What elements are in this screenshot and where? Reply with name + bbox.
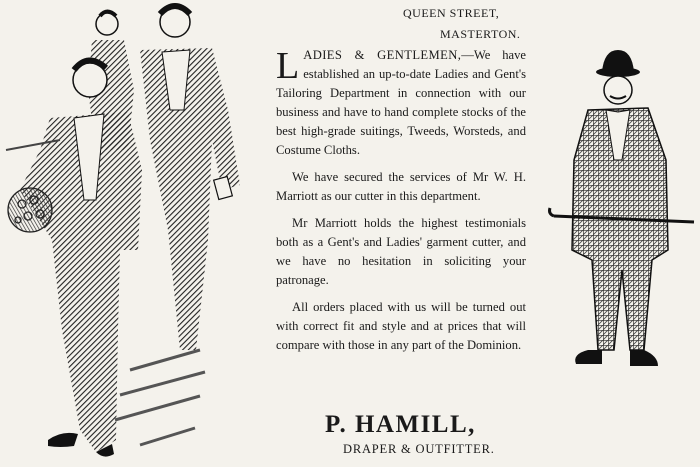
left-shoe bbox=[575, 350, 602, 364]
middle-gentleman-figure bbox=[140, 6, 240, 350]
paragraph-intro-text: —We have established an up-to-date Ladies and Gent's Tailoring Department in connection with our business and have to hand complete stocks of the best high-grade suitings, Tweeds, Worsteds, and Costume Cloths. bbox=[276, 48, 527, 157]
right-shoe bbox=[630, 350, 658, 366]
bowler-hat bbox=[596, 50, 640, 77]
gentleman-bowler-hat-illustration bbox=[548, 50, 700, 410]
paragraph-intro bbox=[276, 46, 526, 160]
address-town: MASTERTON. bbox=[440, 27, 521, 41]
head bbox=[604, 76, 632, 104]
paragraph-cutter: We have secured the services of Mr W. H. Marriott as our cutter in this department. bbox=[276, 170, 526, 203]
firm-name: P. HAMILL, bbox=[325, 411, 476, 438]
gentlemen-evening-dress-illustration bbox=[0, 0, 262, 467]
advertisement-body bbox=[276, 46, 526, 363]
flower-bouquet bbox=[8, 188, 52, 232]
front-gentleman-figure bbox=[20, 60, 142, 456]
drop-cap: L bbox=[276, 45, 300, 87]
firm-trade: DRAPER & OUTFITTER. bbox=[343, 442, 495, 456]
paragraph-testimonials: Mr Marriott holds the highest testimonials both as a Gent's and Ladies' garment cutter, and we have no hesitation in soliciting your patronage. bbox=[276, 216, 526, 287]
greeting: ADIES & GENTLEMEN, bbox=[303, 48, 462, 62]
address-street: QUEEN STREET, bbox=[403, 6, 500, 20]
paragraph-orders: All orders placed with us will be turned out with correct fit and style and at prices that will compare with those in any part of the Dominion. bbox=[276, 300, 526, 352]
floor-boards bbox=[115, 350, 205, 445]
